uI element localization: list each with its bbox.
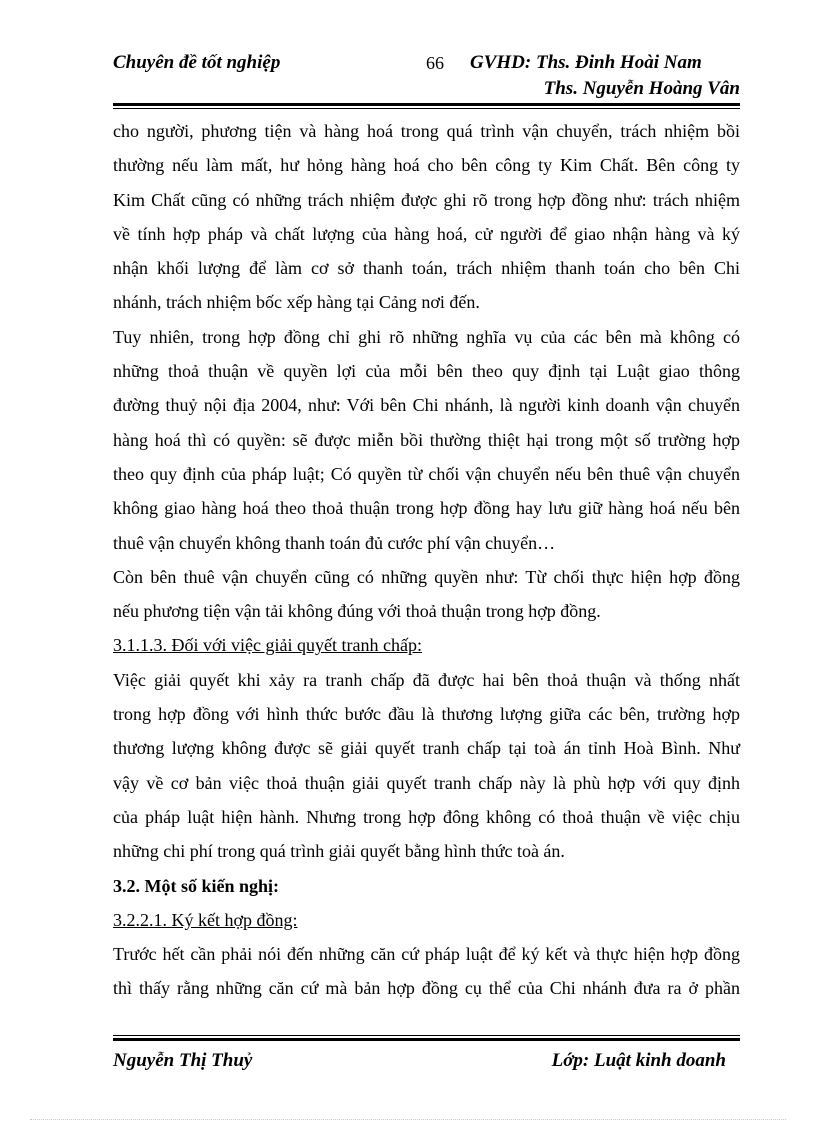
text-line: theo quy định của pháp luật; Có quyền từ chối vận chuyển nếu bên thuê vận chuyển [113,463,740,484]
text-line: thuê vận chuyển không thanh toán đủ cước phí vận chuyển… [113,532,556,553]
footer-rule-thin [113,1035,740,1036]
paragraph-3 [113,560,740,629]
paragraph-5 [113,937,740,1006]
body-text [113,114,740,1006]
text-line: thì thấy rằng những căn cứ mà bản hợp đồng cụ thể của Chi nhánh đưa ra ở phần [113,978,740,999]
footer-author: Nguyễn Thị Thuỷ [113,1050,253,1071]
text-line: Kim Chất cũng có những trách nhiệm được ghi rõ trong hợp đồng như: trách nhiệm [113,189,740,210]
text-line: trong hợp đồng với hình thức bước đầu là thương lượng giữa các bên, trường hợp [113,704,740,725]
text-line: cho người, phương tiện và hàng hoá trong quá trình vận chuyển, trách nhiệm bồi [113,121,740,141]
text-line: thường nếu làm mất, hư hỏng hàng hoá cho bên công ty Kim Chất. Bên công ty [113,155,740,176]
footer-rule-thick [113,1038,740,1041]
heading-recommendations: 3.2. Một số kiến nghị: [113,875,280,896]
heading-contract-signing: 3.2.2.1. Ký kết hợp đồng: [113,909,298,930]
text-line: của pháp luật hiện hành. Nhưng trong hợp đông không có thoả thuận về việc chịu [113,806,740,827]
text-line: nhận khối lượng để làm cơ sở thanh toán, trách nhiệm thanh toán cho bên Chi [113,258,740,279]
text-line: Trước hết cần phải nói đến những căn cứ pháp luật để ký kết và thực hiện hợp đồng [113,944,740,965]
text-line: những chi phí trong quá trình giải quyết bằng hình thức toà án. [113,841,565,862]
page-number: 66 [426,53,444,73]
text-line: vậy về cơ bản việc thoả thuận giải quyết tranh chấp này là phù hợp với quy định [113,772,740,793]
text-line: nếu phương tiện vận tải không đúng với thoả thuận trong hợp đồng. [113,601,601,622]
page-edge-dotted-line [30,1119,786,1120]
footer-class: Lớp: Luật kinh doanh [551,1050,726,1071]
text-line: nhánh, trách nhiệm bốc xếp hàng tại Cảng nơi đến. [113,292,480,313]
text-line: không giao hàng hoá theo thoả thuận trong hợp đồng hay lưu giữ hàng hoá nếu bên [113,498,740,519]
text-line: thương lượng không được sẽ giải quyết tranh chấp tại toà án tỉnh Hoà Bình. Như [113,738,740,759]
text-line: những thoả thuận về quyền lợi của mỗi bên theo quy định tại Luật giao thông [113,361,740,382]
header-advisor-1: GVHD: Ths. Đinh Hoài Nam [470,52,702,73]
text-line: Việc giải quyết khi xảy ra tranh chấp đã được hai bên thoả thuận và thống nhất [113,669,740,690]
paragraph-2 [113,320,740,560]
paragraph-4 [113,663,740,869]
text-line: Còn bên thuê vận chuyển cũng có những quyền như: Từ chối thực hiện hợp đồng [113,566,740,587]
header-rule-thin [113,108,740,109]
text-line: về tính hợp pháp và chất lượng của hàng hoá, cử người để giao nhận hàng và ký [113,223,740,244]
heading-dispute-resolution: 3.1.1.3. Đối với việc giải quyết tranh chấp: [113,635,422,656]
header-thesis-title: Chuyên đề tốt nghiệp [113,52,281,73]
header-rule-thick [113,103,740,106]
text-line: đường thuỷ nội địa 2004, như: Với bên Chi nhánh, là người kinh doanh vận chuyển [113,395,740,416]
paragraph-1 [113,114,740,320]
text-line: hàng hoá thì có quyền: sẽ được miễn bồi thường thiệt hại trong một số trường hợp [113,429,740,450]
header-advisor-2: Ths. Nguyễn Hoàng Vân [543,78,740,99]
text-line: Tuy nhiên, trong hợp đồng chỉ ghi rõ những nghĩa vụ của các bên mà không có [113,326,740,347]
